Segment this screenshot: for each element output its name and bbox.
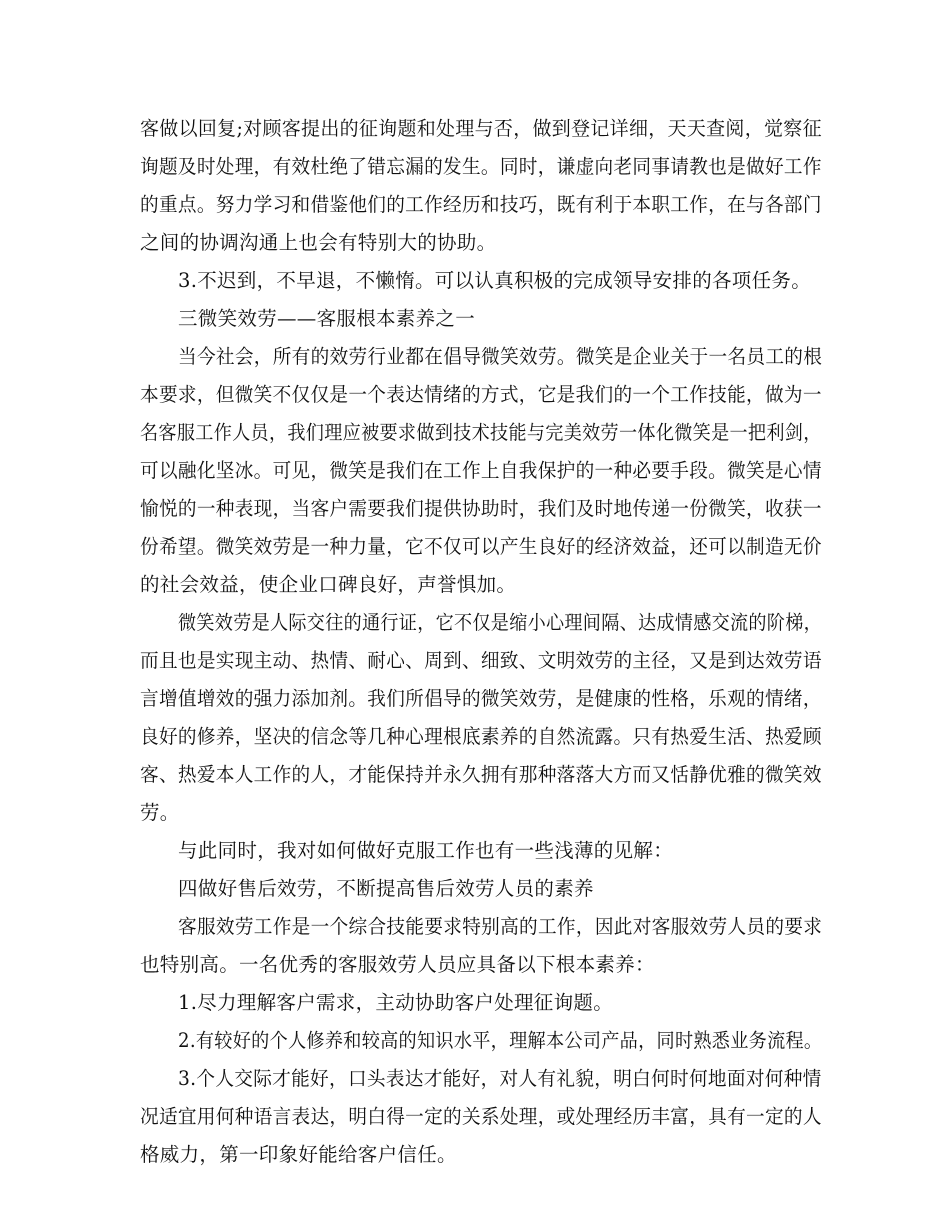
text-line: 与此同时，我对如何做好克服工作也有一些浅薄的见解： xyxy=(178,839,674,862)
text-line: 劳。 xyxy=(140,801,180,824)
text-line: 愉悦的一种表现，当客户需要我们提供协助时，我们及时地传递一份微笑，收获一 xyxy=(140,497,822,520)
text-line: 当今社会，所有的效劳行业都在倡导微笑效劳。微笑是企业关于一名员工的根 xyxy=(178,345,823,368)
section-heading: 四做好售后效劳，不断提高售后效劳人员的素养 xyxy=(178,877,594,900)
list-item: 2.有较好的个人修养和较高的知识水平，理解本公司产品，同时熟悉业务流程。 xyxy=(178,1029,823,1052)
list-item: 1.尽力理解客户需求，主动协助客户处理征询题。 xyxy=(178,991,614,1014)
text-line: 微笑效劳是人际交往的通行证，它不仅是缩小心理间隔、达成情感交流的阶梯， xyxy=(178,611,823,634)
text-line: 况适宜用何种语言表达，明白得一定的关系处理，或处理经历丰富，具有一定的人 xyxy=(140,1105,822,1128)
text-line: 客、热爱本人工作的人，才能保持并永久拥有那种落落大方而又恬静优雅的微笑效 xyxy=(140,763,822,786)
section-heading: 三微笑效劳——客服根本素养之一 xyxy=(178,307,475,330)
text-line: 本要求，但微笑不仅仅是一个表达情绪的方式，它是我们的一个工作技能，做为一 xyxy=(140,383,822,406)
text-line: 客做以回复;对顾客提出的征询题和处理与否，做到登记详细，天天查阅，觉察征 xyxy=(140,117,822,140)
text-line: 份希望。微笑效劳是一种力量，它不仅可以产生良好的经济效益，还可以制造无价 xyxy=(140,535,822,558)
text-line: 客服效劳工作是一个综合技能要求特别高的工作，因此对客服效劳人员的要求 xyxy=(178,915,823,938)
text-line: 格威力，第一印象好能给客户信任。 xyxy=(140,1143,457,1166)
text-line: 也特别高。一名优秀的客服效劳人员应具备以下根本素养： xyxy=(140,953,655,976)
text-line: 的重点。努力学习和借鉴他们的工作经历和技巧，既有利于本职工作，在与各部门 xyxy=(140,193,822,216)
text-line: 可以融化坚冰。可见，微笑是我们在工作上自我保护的一种必要手段。微笑是心情 xyxy=(140,459,822,482)
text-line: 询题及时处理，有效杜绝了错忘漏的发生。同时，谦虚向老同事请教也是做好工作 xyxy=(140,155,822,178)
text-line: 言增值增效的强力添加剂。我们所倡导的微笑效劳，是健康的性格，乐观的情绪， xyxy=(140,687,822,710)
text-line: 的社会效益，使企业口碑良好，声誉惧加。 xyxy=(140,573,517,596)
text-line: 而且也是实现主动、热情、耐心、周到、细致、文明效劳的主径，又是到达效劳语 xyxy=(140,649,822,672)
text-line: 良好的修养，坚决的信念等几种心理根底素养的自然流露。只有热爱生活、热爱顾 xyxy=(140,725,822,748)
text-line: 3.不迟到，不早退，不懒惰。可以认真积极的完成领导安排的各项任务。 xyxy=(178,269,812,292)
list-item: 3.个人交际才能好，口头表达才能好，对人有礼貌，明白何时何地面对何种情 xyxy=(178,1067,822,1090)
text-line: 之间的协调沟通上也会有特别大的协助。 xyxy=(140,231,497,254)
text-line: 名客服工作人员，我们理应被要求做到技术技能与完美效劳一体化微笑是一把利剑， xyxy=(140,421,822,444)
